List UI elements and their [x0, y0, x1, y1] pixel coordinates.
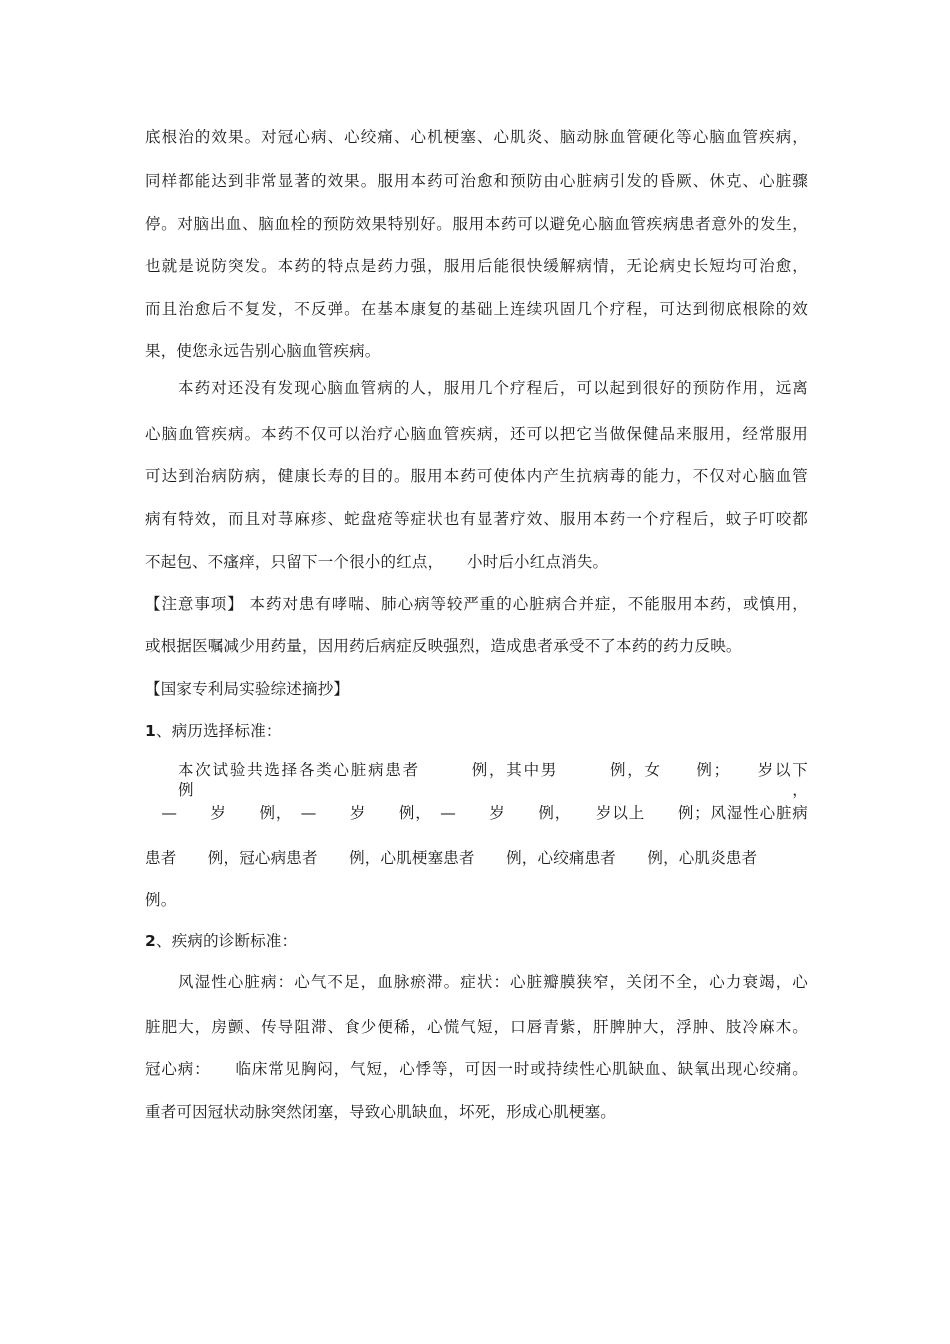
- paragraph-2-line-3: 可达到治病防病，健康长寿的目的。服用本药可使体内产生抗病毒的能力，不仅对心脑血管: [145, 467, 808, 485]
- notice-line-2: 或根据医嘱减少用药量，因用药后病症反映强烈，造成患者承受不了本药的药力反映。: [145, 637, 742, 655]
- paragraph-1-line-6: 果，使您永远告别心脑血管疾病。: [145, 342, 381, 360]
- paragraph-2-line-2: 心脑血管疾病。本药不仅可以治疗心脑血管疾病，还可以把它当做保健品来服用，经常服用: [145, 425, 808, 443]
- section-2-number: 2: [145, 932, 156, 950]
- section-2-body-line-2: 脏肥大，房颤、传导阻滞、食少便稀，心慌气短，口唇青紫，肝脾肿大，浮肿、肢冷麻木。: [145, 1018, 808, 1036]
- paragraph-2-line-4: 病有特效，而且对荨麻疹、蛇盘疮等症状也有显著疗效、服用本药一个疗程后，蚊子叮咬都: [145, 510, 808, 528]
- notice-line-1: 【注意事项】 本药对患有哮喘、肺心病等较严重的心脏病合并症，不能服用本药，或慎用，: [145, 595, 808, 613]
- section-2-body-line-1: 风湿性心脏病：心气不足，血脉瘀滞。症状：心脏瓣膜狭窄，关闭不全，心力衰竭，心: [178, 973, 808, 991]
- paragraph-1-line-3: 停。对脑出血、脑血栓的预防效果特别好。服用本药可以避免心脑血管疾病患者意外的发生，: [145, 215, 808, 233]
- paragraph-1-line-1: 底根治的效果。对冠心病、心绞痛、心机梗塞、心肌炎、脑动脉血管硬化等心脑血管疾病，: [145, 128, 808, 146]
- paragraph-1-line-2: 同样都能达到非常显著的效果。服用本药可治愈和预防由心脏病引发的昏厥、休克、心脏骤: [145, 172, 808, 190]
- section-1-body-line-1: 本次试验共选择各类心脏病患者 例，其中男 例，女 例； 岁以下 例，: [178, 761, 856, 799]
- paragraph-2-line-5: 不起包、不瘙痒，只留下一个很小的红点， 小时后小红点消失。: [145, 553, 609, 571]
- patent-summary-title: 【国家专利局实验综述摘抄】: [145, 680, 350, 698]
- section-1-body-line-4: 例。: [145, 891, 177, 909]
- section-1-number: 1: [145, 722, 156, 740]
- section-2-heading: [145, 931, 297, 951]
- paragraph-1-line-4: 也就是说防突发。本药的特点是药力强，服用后能很快缓解病情，无论病史长短均可治愈，: [145, 257, 808, 275]
- section-2-body-line-3: 冠心病： 临床常见胸闷，气短，心悸等，可因一时或持续性心肌缺血、缺氧出现心绞痛。: [145, 1060, 808, 1078]
- section-2-body-line-4: 重者可因冠状动脉突然闭塞，导致心肌缺血，坏死，形成心肌梗塞。: [145, 1103, 617, 1121]
- paragraph-1-line-5: 而且治愈后不复发，不反弹。在基本康复的基础上连续巩固几个疗程，可达到彻底根除的效: [145, 300, 808, 318]
- paragraph-2-line-1: 本药对还没有发现心脑血管病的人，服用几个疗程后，可以起到很好的预防作用，远离: [178, 379, 808, 397]
- section-2-title: 、疾病的诊断标准：: [156, 932, 298, 950]
- section-1-body-line-2: — 岁 例， — 岁 例， — 岁 例， 岁以上 例；风湿性心脏病: [145, 804, 808, 822]
- section-1-body-line-3: 患者 例，冠心病患者 例，心肌梗塞患者 例，心绞痛患者 例，心肌炎患者: [145, 849, 758, 867]
- section-1-title: 、病历选择标准：: [156, 722, 282, 740]
- section-1-heading: [145, 721, 282, 741]
